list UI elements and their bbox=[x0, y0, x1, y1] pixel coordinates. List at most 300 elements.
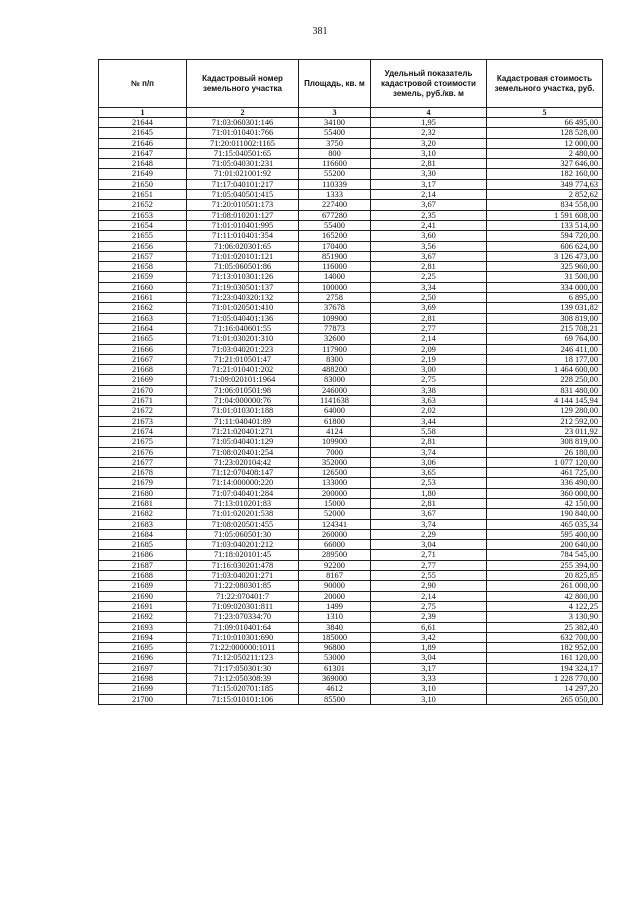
cadastral-number-cell: 71:01:010401:995 bbox=[187, 220, 299, 230]
unit-value-cell: 3,65 bbox=[371, 468, 487, 478]
cadastral-number-cell: 71:22:000000:1011 bbox=[187, 643, 299, 653]
cadastral-number-cell: 71:08:020401:254 bbox=[187, 447, 299, 457]
cadastral-number-cell: 71:06:020301:65 bbox=[187, 241, 299, 251]
table-row bbox=[99, 643, 603, 653]
table-row bbox=[99, 118, 603, 128]
cadastral-number-cell: 71:16:040601:55 bbox=[187, 323, 299, 333]
row-number-cell: 21684 bbox=[99, 529, 187, 539]
area-cell: 352000 bbox=[299, 457, 371, 467]
cadastral-number-cell: 71:07:040401:284 bbox=[187, 488, 299, 498]
row-number-cell: 21693 bbox=[99, 622, 187, 632]
cadastral-value-cell: 139 031,82 bbox=[487, 303, 603, 313]
cadastral-value-cell: 834 558,00 bbox=[487, 200, 603, 210]
unit-value-cell: 3,67 bbox=[371, 509, 487, 519]
cadastral-number-cell: 71:06:010501:98 bbox=[187, 385, 299, 395]
table-row bbox=[99, 560, 603, 570]
unit-value-cell: 3,67 bbox=[371, 200, 487, 210]
table-row bbox=[99, 241, 603, 251]
area-cell: 55200 bbox=[299, 169, 371, 179]
row-number-cell: 21689 bbox=[99, 581, 187, 591]
unit-value-cell: 2,35 bbox=[371, 210, 487, 220]
cadastral-value-cell: 360 000,00 bbox=[487, 488, 603, 498]
area-cell: 52000 bbox=[299, 509, 371, 519]
cadastral-number-cell: 71:05:040401:136 bbox=[187, 313, 299, 323]
cadastral-number-cell: 71:16:030201:478 bbox=[187, 560, 299, 570]
area-cell: 4124 bbox=[299, 426, 371, 436]
unit-value-cell: 2,81 bbox=[371, 262, 487, 272]
cadastral-number-cell: 71:17:050301:30 bbox=[187, 663, 299, 673]
unit-value-cell: 2,19 bbox=[371, 354, 487, 364]
area-cell: 126500 bbox=[299, 468, 371, 478]
unit-value-cell: 2,90 bbox=[371, 581, 487, 591]
header-unit-value: Удельный показатель кадастровой стоимости земель, руб./кв. м bbox=[371, 60, 487, 108]
area-cell: 851900 bbox=[299, 251, 371, 261]
area-cell: 53000 bbox=[299, 653, 371, 663]
header-cadastral-value: Кадастровая стоимость земельного участка, руб. bbox=[487, 60, 603, 108]
area-cell: 170400 bbox=[299, 241, 371, 251]
area-cell: 110339 bbox=[299, 179, 371, 189]
unit-value-cell: 3,56 bbox=[371, 241, 487, 251]
cadastral-number-cell: 71:13:010201:83 bbox=[187, 498, 299, 508]
unit-value-cell: 2,75 bbox=[371, 601, 487, 611]
cadastral-number-cell: 71:09:020101:1964 bbox=[187, 375, 299, 385]
area-cell: 8167 bbox=[299, 571, 371, 581]
cadastral-value-cell: 129 280,00 bbox=[487, 406, 603, 416]
cadastral-number-cell: 71:12:050308:39 bbox=[187, 674, 299, 684]
row-number-cell: 21675 bbox=[99, 437, 187, 447]
cadastral-value-cell: 595 400,00 bbox=[487, 529, 603, 539]
cadastral-number-cell: 71:23:020104:42 bbox=[187, 457, 299, 467]
cadastral-number-cell: 71:01:010301:188 bbox=[187, 406, 299, 416]
table-row bbox=[99, 468, 603, 478]
cadastral-number-cell: 71:15:010101:106 bbox=[187, 694, 299, 704]
cadastral-number-cell: 71:03:060301:146 bbox=[187, 118, 299, 128]
cadastral-number-cell: 71:23:040320:132 bbox=[187, 293, 299, 303]
cadastral-value-cell: 461 725,00 bbox=[487, 468, 603, 478]
header-area: Площадь, кв. м bbox=[299, 60, 371, 108]
cadastral-number-cell: 71:01:020101:121 bbox=[187, 251, 299, 261]
column-number: 5 bbox=[487, 108, 603, 118]
cadastral-value-cell: 1 077 120,00 bbox=[487, 457, 603, 467]
cadastral-number-cell: 71:05:060501:86 bbox=[187, 262, 299, 272]
area-cell: 165200 bbox=[299, 231, 371, 241]
cadastral-value-cell: 308 819,00 bbox=[487, 313, 603, 323]
area-cell: 488200 bbox=[299, 365, 371, 375]
area-cell: 3840 bbox=[299, 622, 371, 632]
cadastral-value-cell: 3 126 473,00 bbox=[487, 251, 603, 261]
page-number: 381 bbox=[312, 26, 328, 37]
cadastral-number-cell: 71:11:040401:89 bbox=[187, 416, 299, 426]
table-row bbox=[99, 303, 603, 313]
unit-value-cell: 2,55 bbox=[371, 571, 487, 581]
row-number-cell: 21687 bbox=[99, 560, 187, 570]
area-cell: 3750 bbox=[299, 138, 371, 148]
row-number-cell: 21691 bbox=[99, 601, 187, 611]
unit-value-cell: 1,80 bbox=[371, 488, 487, 498]
row-number-cell: 21682 bbox=[99, 509, 187, 519]
unit-value-cell: 3,30 bbox=[371, 169, 487, 179]
row-number-cell: 21678 bbox=[99, 468, 187, 478]
row-number-cell: 21681 bbox=[99, 498, 187, 508]
unit-value-cell: 2,25 bbox=[371, 272, 487, 282]
area-cell: 37678 bbox=[299, 303, 371, 313]
cadastral-value-cell: 133 514,00 bbox=[487, 220, 603, 230]
row-number-cell: 21688 bbox=[99, 571, 187, 581]
row-number-cell: 21670 bbox=[99, 385, 187, 395]
cadastral-value-cell: 228 250,00 bbox=[487, 375, 603, 385]
cadastral-number-cell: 71:22:070401:7 bbox=[187, 591, 299, 601]
unit-value-cell: 2,14 bbox=[371, 591, 487, 601]
table-row bbox=[99, 550, 603, 560]
row-number-cell: 21685 bbox=[99, 540, 187, 550]
area-cell: 289500 bbox=[299, 550, 371, 560]
unit-value-cell: 2,39 bbox=[371, 612, 487, 622]
table-row bbox=[99, 251, 603, 261]
area-cell: 83000 bbox=[299, 375, 371, 385]
row-number-cell: 21644 bbox=[99, 118, 187, 128]
cadastral-number-cell: 71:05:040501:415 bbox=[187, 190, 299, 200]
area-cell: 1499 bbox=[299, 601, 371, 611]
column-number: 1 bbox=[99, 108, 187, 118]
column-number-row bbox=[99, 108, 603, 118]
unit-value-cell: 2,81 bbox=[371, 498, 487, 508]
area-cell: 369000 bbox=[299, 674, 371, 684]
cadastral-value-cell: 6 895,00 bbox=[487, 293, 603, 303]
cadastral-value-cell: 2 852,62 bbox=[487, 190, 603, 200]
area-cell: 34100 bbox=[299, 118, 371, 128]
unit-value-cell: 3,17 bbox=[371, 179, 487, 189]
cadastral-number-cell: 71:09:010401:64 bbox=[187, 622, 299, 632]
area-cell: 227400 bbox=[299, 200, 371, 210]
cadastral-value-cell: 261 000,00 bbox=[487, 581, 603, 591]
row-number-cell: 21679 bbox=[99, 478, 187, 488]
area-cell: 77873 bbox=[299, 323, 371, 333]
row-number-cell: 21654 bbox=[99, 220, 187, 230]
cadastral-value-cell: 42 800,00 bbox=[487, 591, 603, 601]
cadastral-number-cell: 71:05:040301:231 bbox=[187, 159, 299, 169]
area-cell: 2758 bbox=[299, 293, 371, 303]
cadastral-value-cell: 20 825,85 bbox=[487, 571, 603, 581]
table-row bbox=[99, 447, 603, 457]
table-row bbox=[99, 632, 603, 642]
area-cell: 8300 bbox=[299, 354, 371, 364]
area-cell: 116600 bbox=[299, 159, 371, 169]
table-row bbox=[99, 354, 603, 364]
table-row bbox=[99, 200, 603, 210]
row-number-cell: 21690 bbox=[99, 591, 187, 601]
table-row bbox=[99, 498, 603, 508]
cadastral-number-cell: 71:12:050211:123 bbox=[187, 653, 299, 663]
area-cell: 109900 bbox=[299, 313, 371, 323]
unit-value-cell: 2,09 bbox=[371, 344, 487, 354]
row-number-cell: 21695 bbox=[99, 643, 187, 653]
cadastral-value-cell: 1 591 608,00 bbox=[487, 210, 603, 220]
area-cell: 20000 bbox=[299, 591, 371, 601]
cadastral-value-cell: 784 545,00 bbox=[487, 550, 603, 560]
unit-value-cell: 1,95 bbox=[371, 118, 487, 128]
unit-value-cell: 3,67 bbox=[371, 251, 487, 261]
cadastral-value-cell: 194 324,17 bbox=[487, 663, 603, 673]
unit-value-cell: 3,63 bbox=[371, 396, 487, 406]
area-cell: 7000 bbox=[299, 447, 371, 457]
table-row bbox=[99, 406, 603, 416]
cadastral-number-cell: 71:18:020101:45 bbox=[187, 550, 299, 560]
cadastral-value-cell: 200 640,00 bbox=[487, 540, 603, 550]
area-cell: 64000 bbox=[299, 406, 371, 416]
area-cell: 1333 bbox=[299, 190, 371, 200]
header-cadastral-number: Кадастровый номер земельного участка bbox=[187, 60, 299, 108]
cadastral-number-cell: 71:21:010501:47 bbox=[187, 354, 299, 364]
area-cell: 260000 bbox=[299, 529, 371, 539]
area-cell: 66000 bbox=[299, 540, 371, 550]
cadastral-number-cell: 71:03:040201:271 bbox=[187, 571, 299, 581]
table-row bbox=[99, 272, 603, 282]
cadastral-value-cell: 831 480,00 bbox=[487, 385, 603, 395]
table-row bbox=[99, 571, 603, 581]
area-cell: 32600 bbox=[299, 334, 371, 344]
row-number-cell: 21662 bbox=[99, 303, 187, 313]
cadastral-number-cell: 71:08:020501:455 bbox=[187, 519, 299, 529]
cadastral-number-cell: 71:15:040501:65 bbox=[187, 148, 299, 158]
area-cell: 109900 bbox=[299, 437, 371, 447]
row-number-cell: 21667 bbox=[99, 354, 187, 364]
row-number-cell: 21677 bbox=[99, 457, 187, 467]
cadastral-value-cell: 246 411,00 bbox=[487, 344, 603, 354]
table-row bbox=[99, 262, 603, 272]
area-cell: 61301 bbox=[299, 663, 371, 673]
unit-value-cell: 5,58 bbox=[371, 426, 487, 436]
cadastral-value-cell: 1 464 600,00 bbox=[487, 365, 603, 375]
area-cell: 4612 bbox=[299, 684, 371, 694]
area-cell: 15000 bbox=[299, 498, 371, 508]
table-row bbox=[99, 426, 603, 436]
row-number-cell: 21683 bbox=[99, 519, 187, 529]
row-number-cell: 21661 bbox=[99, 293, 187, 303]
unit-value-cell: 3,74 bbox=[371, 447, 487, 457]
row-number-cell: 21652 bbox=[99, 200, 187, 210]
cadastral-value-cell: 308 819,00 bbox=[487, 437, 603, 447]
cadastral-number-cell: 71:05:060501:30 bbox=[187, 529, 299, 539]
unit-value-cell: 2,53 bbox=[371, 478, 487, 488]
cadastral-number-cell: 71:17:040101:217 bbox=[187, 179, 299, 189]
header-row bbox=[99, 60, 603, 108]
row-number-cell: 21664 bbox=[99, 323, 187, 333]
table-row bbox=[99, 622, 603, 632]
cadastral-value-cell: 66 495,00 bbox=[487, 118, 603, 128]
row-number-cell: 21663 bbox=[99, 313, 187, 323]
cadastral-value-cell: 2 480,00 bbox=[487, 148, 603, 158]
table-row bbox=[99, 179, 603, 189]
column-number: 2 bbox=[187, 108, 299, 118]
row-number-cell: 21647 bbox=[99, 148, 187, 158]
cadastral-value-cell: 215 708,21 bbox=[487, 323, 603, 333]
cadastral-value-cell: 25 382,40 bbox=[487, 622, 603, 632]
table-row bbox=[99, 591, 603, 601]
unit-value-cell: 3,44 bbox=[371, 416, 487, 426]
table-row bbox=[99, 601, 603, 611]
table-row bbox=[99, 148, 603, 158]
unit-value-cell: 2,71 bbox=[371, 550, 487, 560]
cadastral-value-cell: 182 952,00 bbox=[487, 643, 603, 653]
area-cell: 800 bbox=[299, 148, 371, 158]
table-row bbox=[99, 674, 603, 684]
unit-value-cell: 2,77 bbox=[371, 323, 487, 333]
unit-value-cell: 3,06 bbox=[371, 457, 487, 467]
row-number-cell: 21645 bbox=[99, 128, 187, 138]
area-cell: 117900 bbox=[299, 344, 371, 354]
table-row bbox=[99, 138, 603, 148]
row-number-cell: 21694 bbox=[99, 632, 187, 642]
cadastral-number-cell: 71:01:021001:92 bbox=[187, 169, 299, 179]
cadastral-value-cell: 4 122,25 bbox=[487, 601, 603, 611]
table-row bbox=[99, 684, 603, 694]
cadastral-value-cell: 325 960,00 bbox=[487, 262, 603, 272]
cadastral-value-cell: 594 720,00 bbox=[487, 231, 603, 241]
cadastral-value-cell: 69 764,00 bbox=[487, 334, 603, 344]
row-number-cell: 21671 bbox=[99, 396, 187, 406]
column-number: 3 bbox=[299, 108, 371, 118]
table-row bbox=[99, 190, 603, 200]
unit-value-cell: 2,02 bbox=[371, 406, 487, 416]
table-row bbox=[99, 365, 603, 375]
area-cell: 14000 bbox=[299, 272, 371, 282]
cadastral-value-cell: 632 700,00 bbox=[487, 632, 603, 642]
unit-value-cell: 3,10 bbox=[371, 684, 487, 694]
row-number-cell: 21649 bbox=[99, 169, 187, 179]
table-row bbox=[99, 612, 603, 622]
unit-value-cell: 3,17 bbox=[371, 663, 487, 673]
table-row bbox=[99, 540, 603, 550]
row-number-cell: 21653 bbox=[99, 210, 187, 220]
table-row bbox=[99, 694, 603, 704]
unit-value-cell: 2,81 bbox=[371, 437, 487, 447]
unit-value-cell: 3,10 bbox=[371, 148, 487, 158]
cadastral-value-cell: 4 144 145,94 bbox=[487, 396, 603, 406]
table-row bbox=[99, 437, 603, 447]
cadastral-number-cell: 71:09:020301:811 bbox=[187, 601, 299, 611]
table-row bbox=[99, 457, 603, 467]
area-cell: 677280 bbox=[299, 210, 371, 220]
cadastral-number-cell: 71:21:010401:202 bbox=[187, 365, 299, 375]
cadastral-number-cell: 71:20:011002:1165 bbox=[187, 138, 299, 148]
row-number-cell: 21673 bbox=[99, 416, 187, 426]
row-number-cell: 21665 bbox=[99, 334, 187, 344]
cadastral-value-cell: 265 050,00 bbox=[487, 694, 603, 704]
row-number-cell: 21666 bbox=[99, 344, 187, 354]
row-number-cell: 21656 bbox=[99, 241, 187, 251]
unit-value-cell: 3,38 bbox=[371, 385, 487, 395]
area-cell: 200000 bbox=[299, 488, 371, 498]
cadastral-value-cell: 336 490,00 bbox=[487, 478, 603, 488]
row-number-cell: 21672 bbox=[99, 406, 187, 416]
area-cell: 90000 bbox=[299, 581, 371, 591]
row-number-cell: 21698 bbox=[99, 674, 187, 684]
cadastral-value-cell: 606 624,00 bbox=[487, 241, 603, 251]
cadastral-number-cell: 71:14:000000:220 bbox=[187, 478, 299, 488]
unit-value-cell: 3,74 bbox=[371, 519, 487, 529]
table-row bbox=[99, 416, 603, 426]
area-cell: 185000 bbox=[299, 632, 371, 642]
cadastral-number-cell: 71:01:020501:410 bbox=[187, 303, 299, 313]
cadastral-value-cell: 18 177,00 bbox=[487, 354, 603, 364]
unit-value-cell: 3,69 bbox=[371, 303, 487, 313]
table-row bbox=[99, 663, 603, 673]
table-row bbox=[99, 488, 603, 498]
unit-value-cell: 3,33 bbox=[371, 674, 487, 684]
unit-value-cell: 1,89 bbox=[371, 643, 487, 653]
row-number-cell: 21692 bbox=[99, 612, 187, 622]
area-cell: 61800 bbox=[299, 416, 371, 426]
row-number-cell: 21651 bbox=[99, 190, 187, 200]
cadastral-value-cell: 42 150,00 bbox=[487, 498, 603, 508]
row-number-cell: 21697 bbox=[99, 663, 187, 673]
cadastral-number-cell: 71:03:040201:223 bbox=[187, 344, 299, 354]
cadastral-number-cell: 71:01:030201:310 bbox=[187, 334, 299, 344]
column-number: 4 bbox=[371, 108, 487, 118]
unit-value-cell: 2,50 bbox=[371, 293, 487, 303]
cadastral-number-cell: 71:08:010201:127 bbox=[187, 210, 299, 220]
table-row bbox=[99, 323, 603, 333]
cadastral-value-cell: 255 394,00 bbox=[487, 560, 603, 570]
cadastral-value-cell: 349 774,63 bbox=[487, 179, 603, 189]
area-cell: 100000 bbox=[299, 282, 371, 292]
cadastral-number-cell: 71:19:030501:137 bbox=[187, 282, 299, 292]
area-cell: 1141638 bbox=[299, 396, 371, 406]
unit-value-cell: 2,75 bbox=[371, 375, 487, 385]
table-row bbox=[99, 509, 603, 519]
cadastral-number-cell: 71:01:020201:538 bbox=[187, 509, 299, 519]
row-number-cell: 21659 bbox=[99, 272, 187, 282]
table-row bbox=[99, 396, 603, 406]
area-cell: 1310 bbox=[299, 612, 371, 622]
area-cell: 96800 bbox=[299, 643, 371, 653]
row-number-cell: 21699 bbox=[99, 684, 187, 694]
table-row bbox=[99, 169, 603, 179]
table-row bbox=[99, 293, 603, 303]
cadastral-value-cell: 31 500,00 bbox=[487, 272, 603, 282]
table-row bbox=[99, 581, 603, 591]
table-row bbox=[99, 282, 603, 292]
unit-value-cell: 3,20 bbox=[371, 138, 487, 148]
table-row bbox=[99, 385, 603, 395]
cadastral-number-cell: 71:15:020701:185 bbox=[187, 684, 299, 694]
row-number-cell: 21674 bbox=[99, 426, 187, 436]
area-cell: 92200 bbox=[299, 560, 371, 570]
table-row bbox=[99, 313, 603, 323]
cadastral-value-cell: 128 528,00 bbox=[487, 128, 603, 138]
cadastral-number-cell: 71:21:020401:271 bbox=[187, 426, 299, 436]
cadastral-number-cell: 71:05:040401:129 bbox=[187, 437, 299, 447]
table-row bbox=[99, 220, 603, 230]
area-cell: 124341 bbox=[299, 519, 371, 529]
row-number-cell: 21657 bbox=[99, 251, 187, 261]
unit-value-cell: 3,00 bbox=[371, 365, 487, 375]
cadastral-number-cell: 71:20:010501:173 bbox=[187, 200, 299, 210]
area-cell: 55400 bbox=[299, 220, 371, 230]
row-number-cell: 21658 bbox=[99, 262, 187, 272]
table-row bbox=[99, 344, 603, 354]
unit-value-cell: 3,10 bbox=[371, 694, 487, 704]
table-row bbox=[99, 529, 603, 539]
cadastral-value-cell: 182 160,00 bbox=[487, 169, 603, 179]
unit-value-cell: 2,14 bbox=[371, 190, 487, 200]
unit-value-cell: 2,14 bbox=[371, 334, 487, 344]
area-cell: 116000 bbox=[299, 262, 371, 272]
table-row bbox=[99, 519, 603, 529]
unit-value-cell: 2,81 bbox=[371, 313, 487, 323]
cadastral-value-cell: 465 035,34 bbox=[487, 519, 603, 529]
row-number-cell: 21686 bbox=[99, 550, 187, 560]
